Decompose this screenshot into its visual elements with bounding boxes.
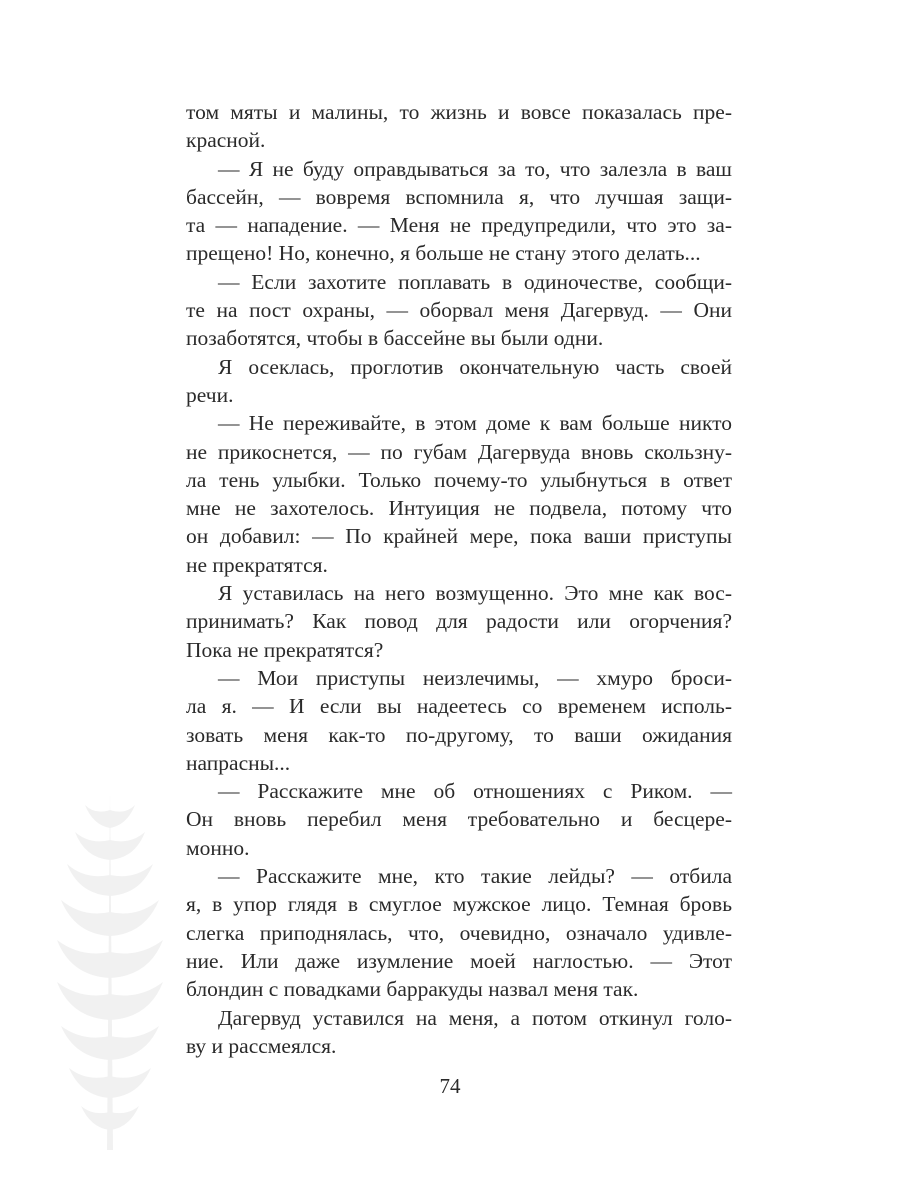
text-line: слегка приподнялась, что, очевидно, означало удивле-	[186, 920, 732, 945]
text-line: прещено! Но, конечно, я больше не стану этого делать...	[186, 241, 701, 266]
page-number: 74	[439, 1074, 461, 1098]
text-line: Дагервуд уставился на меня, а потом откинул голо-	[218, 1005, 732, 1030]
text-line: — Если захотите поплавать в одиночестве, сообщи-	[218, 269, 732, 294]
text-line: том мяты и малины, то жизнь и вовсе показалась пре-	[186, 100, 732, 124]
text-line: Он вновь перебил меня требовательно и бесцере-	[186, 807, 732, 832]
body-text	[186, 98, 732, 1060]
text-line: — Я не буду оправдываться за то, что залезла в ваш	[218, 156, 732, 181]
text-line: бассейн, — вовремя вспомнила я, что лучшая защи-	[186, 184, 732, 209]
text-line: Пока не прекратятся?	[186, 637, 384, 662]
text-line: он добавил: — По крайней мере, пока ваши приступы	[186, 524, 732, 549]
text-line: — Мои приступы неизлечимы, — хмуро броси-	[218, 665, 732, 690]
text-line: не прикоснется, — по губам Дагервуда вновь скользну-	[186, 439, 732, 464]
text-line: — Расскажите мне об отношениях с Риком. —	[218, 779, 732, 804]
text-line: ла я. — И если вы надеетесь со временем исполь-	[186, 694, 732, 719]
text-line: позаботятся, чтобы в бассейне вы были одни.	[186, 326, 604, 351]
text-line: принимать? Как повод для радости или огорчения?	[186, 609, 732, 634]
text-line: я, в упор глядя в смуглое мужское лицо. Темная бровь	[186, 892, 732, 917]
text-line: блондин с повадками барракуды назвал меня так.	[186, 977, 639, 1002]
text-line: — Не переживайте, в этом доме к вам больше никто	[218, 411, 732, 436]
text-line: ние. Или даже изумление моей наглостью. — Этот	[186, 948, 732, 973]
text-line: Я уставилась на него возмущенно. Это мне как вос-	[218, 581, 732, 606]
text-line: зовать меня как-то по-другому, то ваши ожидания	[186, 722, 732, 747]
text-line: та — нападение. — Меня не предупредили, что это за-	[186, 213, 732, 238]
text-line: мне не захотелось. Интуиция не подвела, потому что	[186, 496, 732, 521]
text-line: речи.	[186, 382, 234, 407]
text-line: красной.	[186, 128, 266, 153]
text-line: напрасны...	[186, 750, 291, 775]
text-line: монно.	[186, 835, 250, 860]
text-line: те на пост охраны, — оборвал меня Дагервуд. — Они	[186, 298, 732, 323]
text-line: не прекратятся.	[186, 552, 328, 577]
text-line: ву и рассмеялся.	[186, 1033, 337, 1058]
text-line: Я осеклась, проглотив окончательную часть своей	[218, 354, 732, 379]
text-line: ла тень улыбки. Только почему-то улыбнуться в ответ	[186, 467, 732, 492]
text-line: — Расскажите мне, кто такие лейды? — отбила	[218, 864, 732, 889]
